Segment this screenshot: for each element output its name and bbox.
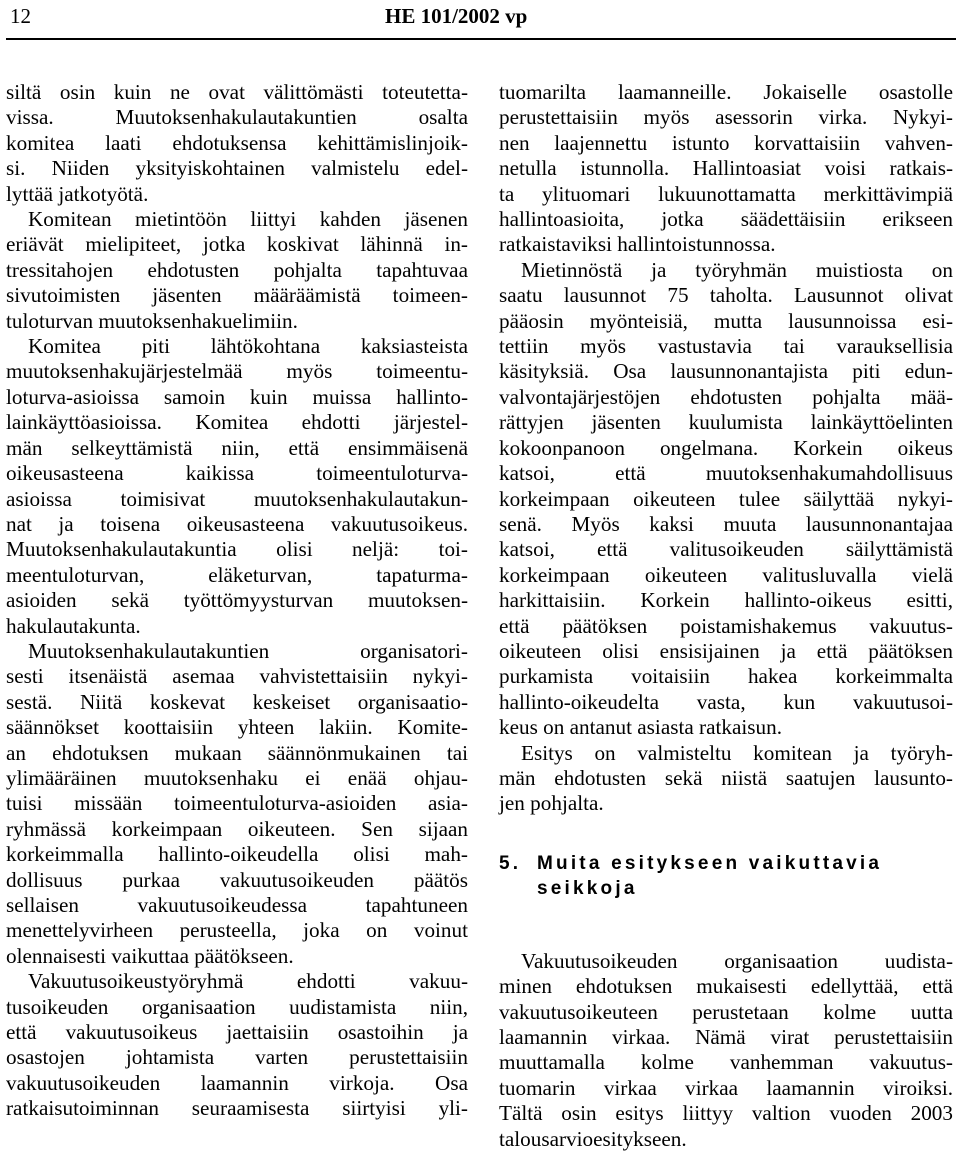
text-line: osastojen johtamista varten perustettaisiin (6, 1045, 468, 1070)
text-line: män selkeyttämistä niin, että ensimmäisenä (6, 435, 468, 460)
text-line: sestä. Niitä koskevat keskeiset organisaatio- (6, 689, 468, 714)
text-line: ryhmässä korkeimpaan oikeuteen. Sen sijaan (6, 816, 468, 841)
text-line: tusoikeuden organisaation uudistamista niin, (6, 994, 468, 1019)
text-line: Muutoksenhakulautakuntien organisatori- (28, 638, 468, 663)
text-line: oikeusasteena kaikissa toimeentuloturva- (6, 461, 468, 486)
text-line: muutoksenhakujärjestelmää myös toimeentu- (6, 359, 468, 384)
text-line: korkeimpaan oikeuteen tulee säilyttää nykyi- (499, 486, 953, 511)
text-line: vissa. Muutoksenhakulautakuntien osalta (6, 105, 468, 130)
text-line: Komitea piti lähtökohtana kaksiasteista (28, 334, 468, 359)
text-line: ta ylituomari lukuunottamatta merkittävimpiä (499, 181, 953, 206)
text-line: kokoonpanoon ongelmana. Korkein oikeus (499, 435, 953, 460)
text-line: Mietinnöstä ja työryhmän muistiosta on (521, 257, 953, 282)
text-line: sesti itsenäistä asemaa vahvistettaisiin nykyi- (6, 664, 468, 689)
text-line: perustettaisiin myös asessorin virka. Nykyi- (499, 105, 953, 130)
section-title (537, 851, 953, 901)
text-line: tuisi missään toimeentuloturva-asioiden asia- (6, 791, 468, 816)
header-rule (6, 38, 956, 40)
text-line: siltä osin kuin ne ovat välittömästi toteutetta- (6, 80, 468, 104)
text-line: katsoi, että valitusoikeuden säilyttämistä (499, 537, 953, 562)
page-header (0, 0, 960, 40)
section-title-line: seikkoja (537, 877, 638, 899)
text-line: harkittaisiin. Korkein hallinto-oikeus esitti, (499, 588, 953, 613)
text-line: käsityksiä. Osa lausunnonantajista piti edun- (499, 359, 953, 384)
section-title-line: Muita esitykseen vaikuttavia (537, 852, 883, 874)
text-line: purkamista voitaisiin hakea korkeimmalta (499, 664, 953, 689)
text-line: tuomarilta laamanneille. Jokaiselle osastolle (499, 80, 953, 104)
text-line: oikeuteen olisi ensisijainen ja että päätöksen (499, 638, 953, 663)
text-line: olennaisesti vaikuttaa päätökseen. (6, 943, 294, 968)
text-line: saatu lausunnot 75 taholta. Lausunnot olivat (499, 283, 953, 308)
text-line: nen laajennettu istunto korvattaisiin vahven- (499, 130, 953, 155)
text-line: rättyjen jäsenten kuulumista lainkäyttöelinten (499, 410, 953, 435)
text-line: asioiden sekä työttömyysturvan muutoksen- (6, 588, 468, 613)
text-line: tressitahojen ehdotusten pohjalta tapahtuvaa (6, 257, 468, 282)
text-line: katsoi, että muutoksenhakumahdollisuus (499, 461, 953, 486)
text-line: senä. Myös kaksi muuta lausunnonantajaa (499, 511, 953, 536)
text-line: ratkaisutoiminnan seuraamisesta siirtyisi yli- (6, 1096, 468, 1121)
text-line: hallinto-oikeudelta vasta, kun vakuutusoi- (499, 689, 953, 714)
text-line: meentuloturvan, eläketurvan, tapaturma- (6, 562, 468, 587)
text-line: komitea laati ehdotuksensa kehittämislinjoik- (6, 130, 468, 155)
text-line: vakuutusoikeuden laamannin virkoja. Osa (6, 1070, 468, 1095)
text-line: menettelyvirheen perusteella, joka on voinut (6, 918, 468, 943)
text-line: si. Niiden yksityiskohtainen valmistelu edel- (6, 156, 468, 181)
section-heading (499, 851, 953, 901)
document-id: HE 101/2002 vp (385, 4, 528, 28)
text-line: sellaisen vakuutusoikeudessa tapahtuneen (6, 893, 468, 917)
text-line: korkeimpaan oikeuteen valitusluvalla vielä (499, 562, 953, 587)
text-line: sivutoimisten jäsenten määräämistä toimeen- (6, 283, 468, 308)
text-line: talousarvioesitykseen. (499, 1126, 687, 1151)
text-line: Muutoksenhakulautakuntia olisi neljä: toi- (6, 537, 468, 562)
text-line: keus on antanut asiasta ratkaisun. (499, 715, 783, 740)
text-line: pääosin myönteisiä, mutta lausunnoissa esi- (499, 308, 953, 333)
text-line: jen pohjalta. (499, 791, 604, 816)
text-line: an ehdotuksen mukaan säännönmukainen tai (6, 740, 468, 765)
text-line: ratkaistaviksi hallintoistunnossa. (499, 232, 776, 257)
text-line: lyttää jatkotyötä. (6, 181, 149, 206)
text-line: ylimääräinen muutoksenhaku ei enää ohjau- (6, 765, 468, 790)
text-line: lainkäyttöasioissa. Komitea ehdotti järjestel- (6, 410, 468, 435)
text-line: asioissa toimisivat muutoksenhakulautakun- (6, 486, 468, 511)
right-column (499, 80, 953, 1152)
text-line: loturva-asioissa samoin kuin muissa hallinto- (6, 384, 468, 409)
text-line: tuloturvan muutoksenhakuelimiin. (6, 308, 298, 333)
text-line: laamannin virkaa. Nämä virat perustettaisiin (499, 1025, 953, 1049)
text-line: hallintoasioita, jotka säädettäisiin erikseen (499, 207, 953, 232)
text-line: että päätöksen poistamishakemus vakuutus- (499, 613, 953, 638)
text-line: muuttamalla kolme vanhemman vakuutus- (499, 1050, 953, 1075)
text-line: tuomarin virkaa virkaa laamannin viroiksi. (499, 1075, 953, 1100)
text-line: Vakuutusoikeustyöryhmä ehdotti vakuu- (28, 969, 468, 994)
text-line: minen ehdotuksen mukaisesti edellyttää, että (499, 974, 953, 999)
text-line: dollisuus purkaa vakuutusoikeuden päätös (6, 867, 468, 892)
text-line: netulla istunnolla. Hallintoasiat voisi ratkais- (499, 156, 953, 181)
text-line: valvontajärjestöjen ehdotusten pohjalta mää- (499, 384, 953, 409)
text-line: hakulautakunta. (6, 613, 141, 638)
text-line: korkeimmalla hallinto-oikeudella olisi mah- (6, 842, 468, 867)
text-line: Esitys on valmisteltu komitean ja työryh- (521, 740, 953, 765)
section-number: 5. (499, 852, 522, 874)
text-line: män ehdotusten sekä niistä saatujen lausunto- (499, 765, 953, 790)
text-line: että vakuutusoikeus jaettaisiin osastoihin ja (6, 1020, 468, 1045)
text-line: vakuutusoikeuteen perustetaan kolme uutta (499, 999, 953, 1024)
text-line: tettiin myös vastustavia tai varauksellisia (499, 334, 953, 359)
text-line: säännökset koottaisiin yhteen lakiin. Komite- (6, 715, 468, 740)
text-line: nat ja toisena oikeusasteena vakuutusoikeus. (6, 511, 468, 536)
text-line: Komitean mietintöön liittyi kahden jäsenen (28, 207, 468, 232)
text-line: Tältä osin esitys liittyy valtion vuoden 2003 (499, 1101, 953, 1126)
page-number: 12 (10, 4, 31, 28)
text-line: eriävät mielipiteet, jotka koskivat lähinnä in- (6, 232, 468, 257)
left-column (6, 80, 468, 1122)
text-line: Vakuutusoikeuden organisaation uudista- (521, 948, 953, 973)
